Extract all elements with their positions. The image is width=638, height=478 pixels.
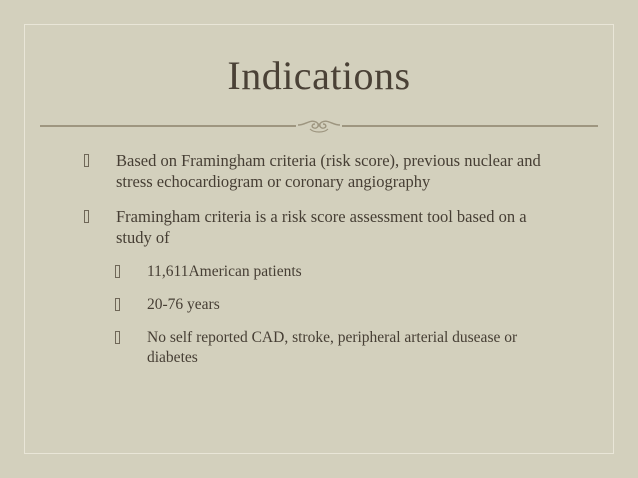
- bullet-list: [80, 150, 560, 381]
- bullet-item: [80, 150, 560, 192]
- slide-title: Indications: [227, 53, 411, 98]
- bullet-item: [80, 206, 560, 248]
- sub-bullet-text: 11,611American patients: [147, 263, 302, 280]
- divider-line-left: [40, 125, 296, 127]
- bullet-text: Framingham criteria is a risk score assessment tool based on a study of: [116, 207, 527, 247]
- bullet-text: Based on Framingham criteria (risk score), previous nuclear and stress echocardiogram or coronary angiography: [116, 151, 541, 191]
- bullet-marker-icon: [84, 154, 89, 167]
- bullet-marker-icon: [115, 331, 120, 344]
- sub-bullet-item: [80, 328, 560, 368]
- divider-line-right: [342, 125, 598, 127]
- bullet-marker-icon: [115, 298, 120, 311]
- sub-bullet-item: [80, 295, 560, 315]
- sub-bullet-item: [80, 262, 560, 282]
- flourish-ornament-icon: [296, 116, 342, 134]
- title-divider: [40, 118, 598, 134]
- sub-bullet-text: No self reported CAD, stroke, peripheral arterial dusease or diabetes: [147, 329, 518, 366]
- sub-bullet-text: 20-76 years: [147, 296, 220, 313]
- bullet-marker-icon: [84, 210, 89, 223]
- bullet-marker-icon: [115, 265, 120, 278]
